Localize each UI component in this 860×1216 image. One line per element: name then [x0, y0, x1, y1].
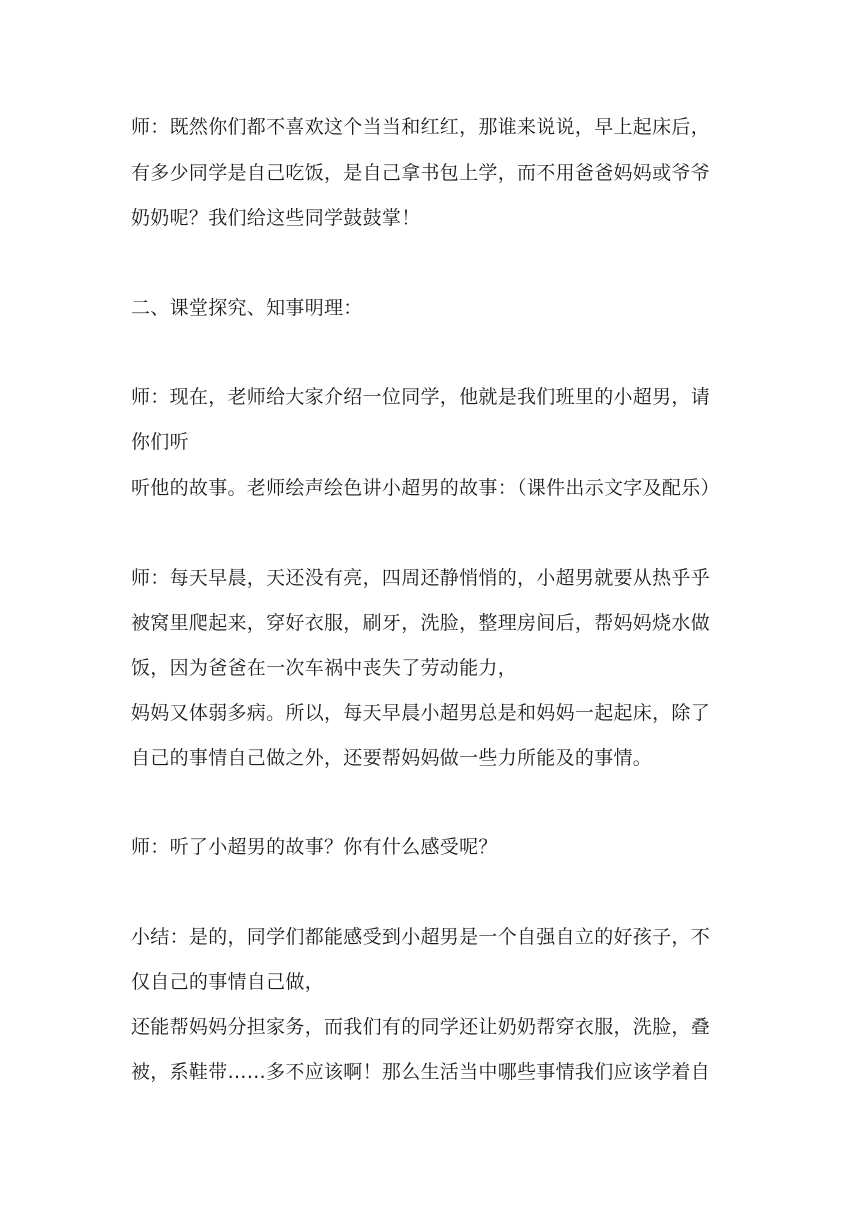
text-line: 师：听了小超男的故事？你有什么感受呢？: [131, 836, 498, 858]
text-line: 妈妈又体弱多病。所以，每天早晨小超男总是和妈妈一起起床，除了: [131, 702, 711, 724]
text-line: 还能帮妈妈分担家务，而我们有的同学还让奶奶帮穿衣服，洗脸，叠: [131, 1016, 711, 1038]
text-line: 仅自己的事情自己做，: [131, 971, 325, 993]
text-line: 自己的事情自己做之外，还要帮妈妈做一些力所能及的事情。: [131, 747, 653, 769]
section-heading: 二、课堂探究、知事明理：: [131, 297, 363, 319]
text-line: 师：每天早晨，天还没有亮，四周还静悄悄的，小超男就要从热乎乎: [131, 567, 711, 589]
text-line: 师：既然你们都不喜欢这个当当和红红，那谁来说说，早上起床后，: [131, 116, 711, 138]
text-line: 奶奶呢？我们给这些同学鼓鼓掌！: [131, 207, 421, 229]
text-line: 有多少同学是自己吃饭，是自己拿书包上学，而不用爸爸妈妈或爷爷: [131, 162, 711, 184]
text-line: 饭，因为爸爸在一次车祸中丧失了劳动能力，: [131, 657, 518, 679]
text-line: 被，系鞋带……多不应该啊！那么生活当中哪些事情我们应该学着自: [131, 1061, 711, 1083]
text-line: 被窝里爬起来，穿好衣服，刷牙，洗脸，整理房间后，帮妈妈烧水做: [131, 612, 711, 634]
text-line: 你们听: [131, 431, 189, 453]
text-line: 师：现在，老师给大家介绍一位同学，他就是我们班里的小超男，请: [131, 386, 711, 408]
text-line: 小结：是的，同学们都能感受到小超男是一个自强自立的好孩子，不: [131, 926, 711, 948]
text-line: 听他的故事。老师绘声绘色讲小超男的故事：（课件出示文字及配乐）: [131, 477, 720, 499]
